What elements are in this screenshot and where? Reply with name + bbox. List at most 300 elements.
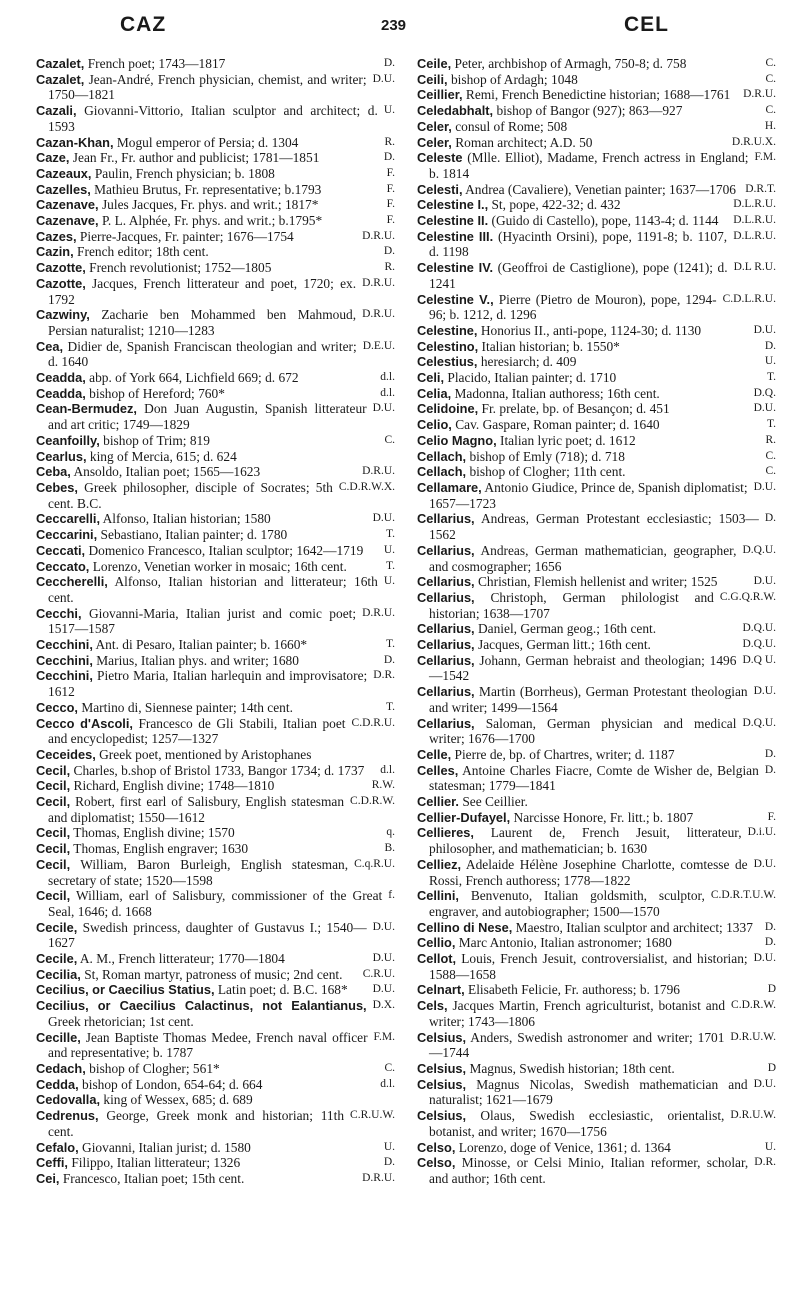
- dictionary-entry: [417, 480, 776, 511]
- entry-headword: Cellach,: [417, 464, 467, 480]
- entry-description: Andreas, German Protestant ecclesiastic; 1503—1562: [429, 511, 759, 543]
- dictionary-entry: [417, 543, 776, 574]
- entry-headword: Ceceides,: [36, 746, 96, 762]
- entry-headword: Celestine V.,: [417, 291, 494, 307]
- entry-source-codes: F.: [386, 166, 395, 179]
- entry-description: Alfonso, Italian historian; 1580: [102, 511, 271, 527]
- entry-description: Christian, Flemish hellenist and writer; 1525: [477, 574, 718, 590]
- entry-source-codes: D.U.: [372, 952, 395, 965]
- entry-headword: Celesti,: [417, 181, 463, 197]
- dictionary-entry: [417, 135, 776, 151]
- dictionary-entry: [417, 197, 776, 213]
- entry-source-codes: D.: [764, 920, 776, 933]
- dictionary-entry: [417, 182, 776, 198]
- entry-source-codes: F.M.: [754, 151, 776, 164]
- entry-headword: Celsius,: [417, 1061, 467, 1076]
- entry-source-codes: D.i.U.: [747, 826, 776, 839]
- entry-headword: Ceccato,: [36, 558, 90, 574]
- dictionary-entry: [417, 417, 776, 433]
- entry-headword: Cellarius,: [417, 637, 475, 653]
- dictionary-entry: [36, 370, 395, 386]
- entry-headword: Cecchini,: [36, 637, 93, 653]
- entry-headword: Cean-Bermudez,: [36, 401, 137, 417]
- entry-description: Jean-André, French physician, chemist, and writer; 1750—1821: [48, 71, 367, 103]
- entry-description: bishop of Ardagh; 1048: [450, 71, 578, 87]
- entry-headword: Cellini,: [417, 888, 459, 904]
- entry-headword: Ceffi,: [36, 1155, 68, 1171]
- entry-headword: Ceillier,: [417, 87, 463, 103]
- running-header: [24, 0, 776, 40]
- dictionary-entry: [36, 794, 395, 825]
- entry-headword: Celso,: [417, 1155, 456, 1171]
- dictionary-entry: [417, 810, 776, 826]
- entry-headword: Celi,: [417, 370, 445, 386]
- dictionary-entry: [417, 825, 776, 856]
- entry-description: Thomas, English divine; 1570: [73, 825, 235, 841]
- dictionary-entry: [36, 998, 395, 1029]
- dictionary-entry: [417, 339, 776, 355]
- dictionary-entry: [36, 1155, 395, 1171]
- entry-description: Mathieu Brutus, Fr. representative; b.1793: [94, 181, 322, 197]
- entry-headword: Cellarius,: [417, 684, 475, 700]
- entry-source-codes: D.U.: [372, 402, 395, 415]
- dictionary-entry: [417, 998, 776, 1029]
- entry-description: Laurent de, French Jesuit, litterateur, philosopher, and mathematician; b. 1630: [429, 825, 742, 857]
- entry-description: Francesco, Italian poet; 15th cent.: [62, 1170, 245, 1186]
- entry-source-codes: D.R.U.X.: [731, 135, 776, 148]
- dictionary-entry: [417, 857, 776, 888]
- entry-description: Minosse, or Celsi Minio, Italian reformer, scholar, and author; 16th cent.: [429, 1155, 749, 1186]
- entry-headword: Celso,: [417, 1139, 456, 1155]
- entry-description: Daniel, German geog.; 16th cent.: [477, 621, 657, 637]
- entry-source-codes: D.R.U.W.: [730, 1030, 776, 1043]
- entry-headword: Celio,: [417, 417, 452, 433]
- dictionary-entry: [417, 323, 776, 339]
- entry-description: Pierre (Pietro de Mouron), pope, 1294-96; b. 1212, d. 1296: [429, 291, 717, 323]
- entry-headword: Ceadda,: [36, 385, 86, 401]
- dictionary-entry: [417, 637, 776, 653]
- entry-source-codes: F.: [767, 810, 776, 823]
- entry-headword: Celio Magno,: [417, 432, 497, 448]
- entry-source-codes: D.U.: [753, 685, 776, 698]
- entry-description: Charles, b.shop of Bristol 1733, Bangor 1734; d. 1737: [73, 762, 365, 778]
- entry-source-codes: D.: [383, 57, 395, 69]
- entry-source-codes: D.L R.U.: [733, 261, 776, 274]
- entry-source-codes: C.: [384, 433, 395, 446]
- dictionary-entry: [417, 1030, 776, 1061]
- entry-headword: Cecil,: [36, 841, 71, 857]
- entry-headword: Cecilius, or Caecilius Calactinus, not Ealantianus,: [36, 998, 367, 1014]
- entry-description: Paulin, French physician; b. 1808: [94, 165, 275, 181]
- dictionary-entry: [417, 464, 776, 480]
- dictionary-entry: [36, 56, 395, 72]
- entry-source-codes: C.: [765, 449, 776, 462]
- entry-source-codes: D.R.U.: [362, 308, 395, 321]
- entry-headword: Celnart,: [417, 982, 465, 998]
- right-column: [417, 56, 776, 1187]
- entry-source-codes: C.D.L.R.U.: [722, 292, 776, 305]
- entry-source-codes: D.: [764, 512, 776, 525]
- entry-source-codes: D.: [764, 936, 776, 949]
- entry-headword: Cazwiny,: [36, 307, 90, 323]
- dictionary-entry: [417, 370, 776, 386]
- entry-description: Saloman, German physician and medical writer; 1676—1700: [429, 715, 737, 747]
- entry-headword: Cea,: [36, 338, 64, 354]
- entry-description: Italian lyric poet; d. 1612: [499, 432, 636, 448]
- entry-description: Cav. Gaspare, Roman painter; d. 1640: [455, 417, 660, 433]
- entry-description: (Mlle. Elliot), Madame, French actress in England; b. 1814: [429, 150, 749, 181]
- entry-source-codes: C.: [765, 72, 776, 85]
- entry-description: Ansoldo, Italian poet; 1565—1623: [73, 464, 261, 480]
- dictionary-entry: [36, 606, 395, 637]
- entry-source-codes: D.U.: [372, 72, 395, 85]
- entry-description: Benvenuto, Italian goldsmith, sculptor, engraver, and autobiographer; 1500—1570: [429, 888, 705, 919]
- entry-description: Madonna, Italian authoress; 16th cent.: [454, 385, 660, 401]
- entry-headword: Celestine III.: [417, 228, 494, 244]
- entry-headword: Cecco,: [36, 699, 78, 715]
- entry-description: Fr. prelate, bp. of Besançon; d. 451: [481, 401, 670, 417]
- entry-description: French editor; 18th cent.: [77, 244, 209, 260]
- entry-description: See Ceillier.: [462, 794, 528, 810]
- dictionary-entry: [36, 1140, 395, 1156]
- entry-source-codes: T.: [385, 700, 395, 713]
- dictionary-entry: [36, 747, 395, 763]
- entry-source-codes: D.L.R.U.: [733, 229, 776, 242]
- entry-description: Anders, Swedish astronomer and writer; 1701—1744: [429, 1029, 725, 1061]
- dictionary-entry: [417, 56, 776, 72]
- entry-source-codes: D.U.: [372, 983, 395, 996]
- guide-word-first: CAZ: [120, 13, 167, 36]
- dictionary-entry: [36, 920, 395, 951]
- entry-source-codes: D.Q.: [753, 386, 776, 399]
- entry-description: Magnus, Swedish historian; 18th cent.: [469, 1061, 675, 1076]
- entry-headword: Cecil,: [36, 762, 71, 778]
- dictionary-entry: [417, 935, 776, 951]
- entry-source-codes: R.: [765, 433, 776, 446]
- entry-source-codes: T.: [385, 528, 395, 541]
- entry-description: Placido, Italian painter; d. 1710: [447, 370, 617, 386]
- entry-source-codes: U.: [383, 575, 395, 588]
- entry-source-codes: D.U.: [372, 512, 395, 525]
- entry-headword: Celestine I.,: [417, 197, 489, 213]
- entry-description: Jean Fr., Fr. author and publicist; 1781—1851: [72, 150, 320, 166]
- entry-headword: Celestine II.: [417, 213, 489, 229]
- dictionary-entry: [36, 1171, 395, 1187]
- dictionary-entry: [36, 1061, 395, 1077]
- entry-headword: Ceccherelli,: [36, 574, 108, 590]
- entry-source-codes: D.U.: [372, 920, 395, 933]
- entry-description: William, Baron Burleigh, English statesman, secretary of state; 1520—1598: [48, 856, 349, 888]
- entry-headword: Cellach,: [417, 448, 467, 464]
- entry-headword: Cecille,: [36, 1029, 81, 1045]
- dictionary-entry: [417, 653, 776, 684]
- entry-headword: Cazenave,: [36, 213, 99, 229]
- entry-headword: Cecile,: [36, 951, 78, 967]
- entry-source-codes: d.l.: [380, 371, 395, 384]
- entry-headword: Ceccarelli,: [36, 511, 101, 527]
- left-column: [36, 56, 395, 1187]
- entry-source-codes: F.M.: [373, 1030, 395, 1043]
- entry-headword: Cecilia,: [36, 966, 81, 982]
- entry-source-codes: D.Q.U.: [742, 543, 776, 556]
- entry-source-codes: C.D.R.T.U.W.: [710, 889, 776, 902]
- entry-headword: Ceadda,: [36, 370, 86, 386]
- entry-source-codes: U.: [383, 543, 395, 556]
- entry-description: French revolutionist; 1752—1805: [89, 260, 272, 276]
- entry-description: Jules Jacques, Fr. phys. and writ.; 1817*: [101, 197, 319, 213]
- entry-headword: Celedabhalt,: [417, 103, 494, 119]
- dictionary-entry: [36, 967, 395, 983]
- entry-description: Giovanni-Vittorio, Italian sculptor and architect; d. 1593: [48, 103, 378, 134]
- entry-description: king of Mercia, 615; d. 624: [89, 448, 237, 464]
- entry-description: Andrea (Cavaliere), Venetian painter; 1637—1706: [465, 181, 736, 197]
- entry-description: Mogul emperor of Persia; d. 1304: [116, 134, 299, 150]
- dictionary-entry: [36, 464, 395, 480]
- dictionary-entry: [417, 119, 776, 135]
- guide-word-last: CEL: [624, 13, 669, 36]
- entry-source-codes: d.l.: [380, 386, 395, 399]
- entry-source-codes: U.: [383, 1140, 395, 1153]
- dictionary-entry: [417, 1140, 776, 1156]
- dictionary-entry: [36, 1077, 395, 1093]
- dictionary-entry: [36, 433, 395, 449]
- entry-source-codes: F.: [386, 214, 395, 227]
- entry-headword: Celestine IV.: [417, 260, 494, 276]
- entry-description: bishop of Hereford; 760*: [89, 385, 225, 401]
- entry-source-codes: D.L.R.U.: [733, 214, 776, 227]
- entry-description: Sebastiano, Italian painter; d. 1780: [100, 527, 288, 543]
- entry-source-codes: D.L.R.U.: [733, 198, 776, 211]
- entry-headword: Celles,: [417, 762, 459, 778]
- entry-headword: Cecil,: [36, 856, 71, 872]
- dictionary-entry: [36, 841, 395, 857]
- entry-source-codes: C.D.R.W.X.: [338, 480, 395, 493]
- dictionary-entry: [36, 543, 395, 559]
- entry-headword: Celsius,: [417, 1108, 467, 1124]
- entry-source-codes: D.: [764, 763, 776, 776]
- dictionary-entry: [417, 150, 776, 181]
- dictionary-entry: [417, 292, 776, 323]
- entry-source-codes: F.: [386, 182, 395, 195]
- entry-description: Antoine Charles Fiacre, Comte de Wisher de, Belgian statesman; 1779—1841: [429, 762, 759, 794]
- entry-source-codes: D.U.: [753, 857, 776, 870]
- entry-description: Roman architect; A.D. 50: [455, 134, 593, 150]
- entry-description: Johann, German hebraist and theologian; 1496—1542: [429, 652, 737, 684]
- entry-headword: Ceanfoilly,: [36, 432, 100, 448]
- entry-description: Andreas, German mathematician, geographer, and cosmographer; 1656: [429, 542, 737, 574]
- dictionary-entry: [36, 716, 395, 747]
- dictionary-entry: [417, 763, 776, 794]
- entry-description: Lorenzo, doge of Venice, 1361; d. 1364: [458, 1139, 671, 1155]
- entry-description: Peter, archbishop of Armagh, 750-8; d. 758: [454, 56, 687, 71]
- entry-source-codes: D.: [764, 339, 776, 352]
- dictionary-entry: [417, 511, 776, 542]
- entry-description: Martino di, Siennese painter; 14th cent.: [81, 699, 293, 715]
- entry-headword: Cellarius,: [417, 511, 475, 527]
- dictionary-entry: [36, 857, 395, 888]
- entry-source-codes: D.U.: [753, 480, 776, 493]
- entry-description: Zacharie ben Mohammed ben Mahmoud, Persian naturalist; 1210—1283: [48, 307, 357, 338]
- entry-source-codes: D.R.: [754, 1156, 776, 1169]
- entry-headword: Cazotte,: [36, 275, 86, 291]
- dictionary-entry: [417, 794, 776, 810]
- entry-headword: Cels,: [417, 998, 448, 1014]
- entry-description: (Guido di Castello), pope, 1143-4; d. 1144: [491, 213, 719, 229]
- entry-source-codes: d.l.: [380, 1077, 395, 1090]
- entry-description: Giovanni, Italian jurist; d. 1580: [82, 1139, 251, 1155]
- entry-source-codes: D.R.U.W.: [730, 1109, 776, 1122]
- entry-description: Swedish princess, daughter of Gustavus I.; 1540—1627: [48, 919, 367, 951]
- entry-description: Thomas, English engraver; 1630: [73, 841, 249, 857]
- entry-source-codes: D.Q.U.: [742, 638, 776, 651]
- dictionary-entry: [417, 401, 776, 417]
- entry-description: Olaus, Swedish ecclesiastic, orientalist, botanist, and writer; 1670—1756: [429, 1108, 725, 1139]
- dictionary-entry: [36, 825, 395, 841]
- entry-description: Louis, French Jesuit, controversialist, and historian; 1588—1658: [429, 951, 748, 982]
- dictionary-entry: [36, 527, 395, 543]
- entry-source-codes: C.: [765, 465, 776, 478]
- entry-source-codes: B.: [384, 842, 395, 855]
- dictionary-entry: [417, 747, 776, 763]
- entry-headword: Cebes,: [36, 479, 78, 495]
- dictionary-entry: [36, 951, 395, 967]
- entry-description: Francesco de Gli Stabili, Italian poet and encyclopedist; 1257—1327: [48, 715, 346, 747]
- dictionary-entry: [36, 229, 395, 245]
- dictionary-entry: [36, 276, 395, 307]
- dictionary-entry: [36, 511, 395, 527]
- dictionary-entry: [36, 1030, 395, 1061]
- entry-source-codes: D.R.: [373, 669, 395, 682]
- entry-description: French poet; 1743—1817: [87, 56, 226, 71]
- entry-source-codes: D.X.: [372, 999, 395, 1012]
- dictionary-entry: [36, 103, 395, 134]
- dictionary-entry: [36, 182, 395, 198]
- entry-source-codes: D.R.U.: [362, 1171, 395, 1184]
- entry-description: Jacques Martin, French agriculturist, botanist and writer; 1743—1806: [429, 998, 726, 1029]
- entry-headword: Cei,: [36, 1170, 60, 1186]
- dictionary-entry: [36, 574, 395, 605]
- entry-description: bishop of Clogher; 561*: [89, 1061, 220, 1076]
- dictionary-entry: [36, 449, 395, 465]
- entry-headword: Cearlus,: [36, 448, 87, 464]
- entry-headword: Cazes,: [36, 228, 77, 244]
- entry-source-codes: D.: [764, 747, 776, 760]
- entry-source-codes: D.Q U.: [742, 653, 776, 666]
- entry-source-codes: U.: [764, 1140, 776, 1153]
- dictionary-entry: [36, 197, 395, 213]
- entry-headword: Cecil,: [36, 888, 71, 904]
- entry-description: Ant. di Pesaro, Italian painter; b. 1660*: [95, 637, 308, 653]
- entry-headword: Cazenave,: [36, 197, 99, 213]
- entry-headword: Cellarius,: [417, 542, 475, 558]
- entry-source-codes: C.q.R.U.: [354, 857, 395, 870]
- entry-headword: Celestius,: [417, 354, 478, 370]
- entry-headword: Cellot,: [417, 951, 457, 967]
- entry-source-codes: T.: [766, 371, 776, 384]
- entry-source-codes: D: [767, 983, 776, 996]
- entry-source-codes: H.: [764, 119, 776, 132]
- dictionary-entry: [36, 260, 395, 276]
- entry-description: Jacques, German litt.; 16th cent.: [477, 637, 651, 653]
- entry-description: Remi, French Benedictine historian; 1688—1761: [465, 87, 731, 103]
- entry-description: Pierre de, bp. of Chartres, writer; d. 1187: [454, 746, 675, 762]
- entry-description: Greek poet, mentioned by Aristophanes: [99, 746, 312, 762]
- entry-source-codes: D.Q.U.: [742, 716, 776, 729]
- dictionary-entry: [417, 920, 776, 936]
- dictionary-entry: [417, 574, 776, 590]
- entry-description: Maestro, Italian sculptor and architect; 1337: [515, 919, 753, 935]
- dictionary-entry: [417, 1061, 776, 1077]
- entry-headword: Cecchini,: [36, 652, 93, 668]
- dictionary-entry: [417, 354, 776, 370]
- entry-headword: Cellieres,: [417, 825, 474, 841]
- entry-source-codes: D.U.: [753, 575, 776, 588]
- entry-headword: Ceccarini,: [36, 527, 98, 543]
- entry-headword: Celia,: [417, 385, 452, 401]
- entry-description: bishop of Clogher; 11th cent.: [469, 464, 626, 480]
- entry-description: St, pope, 422-32; d. 432: [491, 197, 621, 213]
- entry-source-codes: q.: [386, 826, 395, 839]
- entry-description: Pierre-Jacques, Fr. painter; 1676—1754: [79, 228, 294, 244]
- dictionary-entry: [36, 653, 395, 669]
- entry-headword: Cecchini,: [36, 668, 93, 684]
- entry-headword: Cellamare,: [417, 479, 482, 495]
- entry-description: bishop of Emly (718); d. 718: [469, 448, 625, 464]
- dictionary-entry: [417, 888, 776, 919]
- entry-description: Elisabeth Felicie, Fr. authoress; b. 1796: [468, 982, 681, 998]
- dictionary-entry: [417, 87, 776, 103]
- entry-description: Giovanni-Maria, Italian jurist and comic poet; 1517—1587: [48, 605, 357, 637]
- entry-headword: Cedda,: [36, 1076, 79, 1092]
- entry-headword: Ceili,: [417, 71, 448, 87]
- entry-description: Marc Antonio, Italian astronomer; 1680: [458, 935, 672, 951]
- dictionary-entry: [36, 778, 395, 794]
- entry-source-codes: D.E.U.: [362, 339, 395, 352]
- entry-description: bishop of Trim; 819: [103, 432, 210, 448]
- entry-source-codes: D.R.T.: [745, 182, 776, 195]
- entry-source-codes: D.U.: [753, 952, 776, 965]
- entry-headword: Cazalet,: [36, 71, 85, 87]
- dictionary-entry: [36, 1092, 395, 1108]
- entry-description: Filippo, Italian litterateur; 1326: [71, 1155, 241, 1171]
- entry-description: Greek rhetorician; 1st cent.: [48, 1013, 194, 1029]
- entry-headword: Celle,: [417, 746, 452, 762]
- entry-description: P. L. Alphée, Fr. phys. and writ.; b.1795*: [101, 213, 323, 229]
- entry-source-codes: C.R.U.W.: [350, 1109, 395, 1122]
- page-number: 239: [381, 17, 407, 34]
- entry-headword: Cedrenus,: [36, 1108, 99, 1124]
- entry-description: Martin (Borrheus), German Protestant theologian and writer; 1499—1564: [429, 684, 748, 715]
- entry-headword: Celer,: [417, 134, 452, 150]
- entry-headword: Cecil,: [36, 794, 71, 810]
- entry-headword: Celestino,: [417, 338, 479, 354]
- entry-description: consul of Rome; 508: [455, 118, 568, 134]
- entry-headword: Celestine,: [417, 322, 478, 338]
- entry-headword: Cedach,: [36, 1061, 86, 1076]
- entry-headword: Cazotte,: [36, 260, 86, 276]
- two-column-body: [36, 56, 776, 1187]
- entry-headword: Cazan-Khan,: [36, 134, 114, 150]
- dictionary-entry: [36, 386, 395, 402]
- entry-source-codes: F.: [386, 198, 395, 211]
- entry-headword: Celsius,: [417, 1076, 467, 1092]
- dictionary-entry: [417, 684, 776, 715]
- entry-description: abp. of York 664, Lichfield 669; d. 672: [89, 370, 299, 386]
- entry-headword: Cazalet,: [36, 56, 85, 71]
- entry-description: Robert, first earl of Salisbury, English statesman and diplomatist; 1550—1612: [48, 794, 345, 825]
- entry-headword: Cecco d'Ascoli,: [36, 715, 133, 731]
- entry-source-codes: D.U.: [753, 323, 776, 336]
